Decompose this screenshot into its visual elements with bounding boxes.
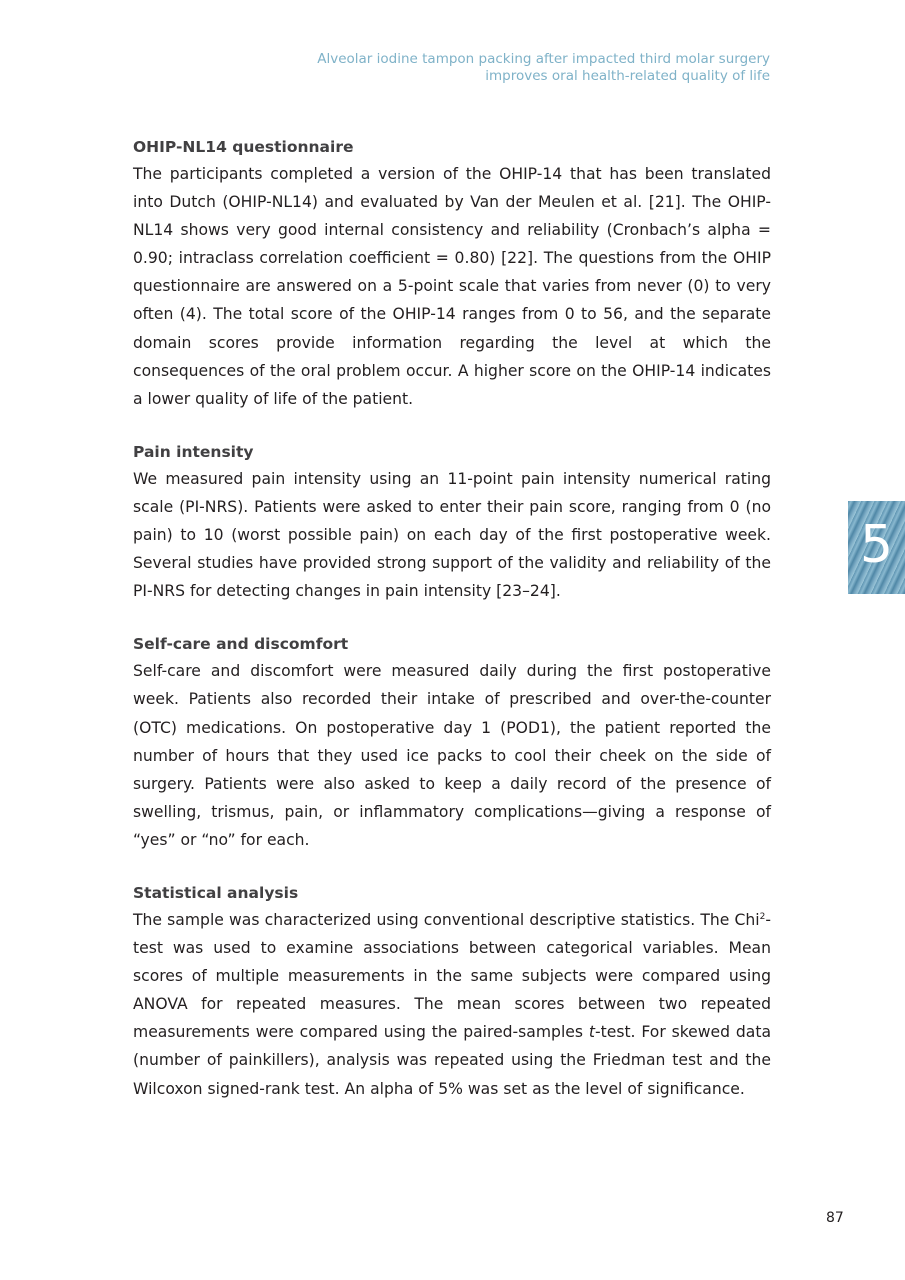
body-text: -test was used to examine associations between categorical variables. Mean scores of multiple measurements in the same subjects were compared using ANOVA for repeated measures. The mean scores between two repeated measurements were compared using the paired-samples xyxy=(133,910,771,1042)
body-text: -test. For skewed data (number of painkillers), analysis was repeated using the Friedman test and the Wilcoxon signed-rank test. An alpha of 5% was set as the level of significance. xyxy=(133,1023,771,1098)
running-header-line-1: Alveolar iodine tampon packing after impacted third molar surgery xyxy=(317,51,770,67)
page-number: 87 xyxy=(826,1210,844,1226)
chapter-tab xyxy=(848,501,905,594)
section-body xyxy=(133,906,771,1103)
section-pain-intensity xyxy=(133,439,771,605)
section-statistical-analysis xyxy=(133,880,771,1103)
section-heading: Self-care and discomfort xyxy=(133,635,349,654)
section-body: The participants completed a version of the OHIP-14 that has been translated into Dutch (OHIP-NL14) and evaluated by Van der Meulen et al. [21]. The OHIP-NL14 shows very good internal consistency and reliability (Cronbach’s alpha = 0.90; intraclass correlation coefficient = 0.80) [22]. The questions from the OHIP questionnaire are answered on a 5-point scale that varies from never (0) to very often (4). The total score of the OHIP-14 ranges from 0 to 56, and the separate domain scores provide information regarding the level at which the consequences of the oral problem occur. A higher score on the OHIP-14 indicates a lower quality of life of the patient. xyxy=(133,165,771,408)
superscript-2: 2 xyxy=(759,911,766,922)
running-header xyxy=(170,51,770,85)
section-heading: Statistical analysis xyxy=(133,883,299,902)
section-heading: Pain intensity xyxy=(133,442,254,461)
running-header-line-2: improves oral health-related quality of life xyxy=(485,68,770,84)
chapter-number: 5 xyxy=(859,515,894,575)
main-content xyxy=(133,134,771,1129)
body-text: The sample was characterized using conventional descriptive statistics. The Chi xyxy=(133,910,760,929)
section-ohip-nl14 xyxy=(133,134,771,413)
section-body: We measured pain intensity using an 11-point pain intensity numerical rating scale (PI-NRS). Patients were asked to enter their pain score, ranging from 0 (no pain) to 10 (worst possible pain) on each day of the first postoperative week. Several studies have provided strong support of the validity and reliability of the PI-NRS for detecting changes in pain intensity [23–24]. xyxy=(133,469,771,601)
italic-t: t xyxy=(588,1023,595,1042)
section-body: Self-care and discomfort were measured daily during the first postoperative week. Patients also recorded their intake of prescribed and over-the-counter (OTC) medications. On postoperative day 1 (POD1), the patient reported the number of hours that they used ice packs to cool their cheek on the side of surgery. Patients were also asked to keep a daily record of the presence of swelling, trismus, pain, or inflammatory complications—giving a response of “yes” or “no” for each. xyxy=(133,662,771,849)
section-heading: OHIP-NL14 questionnaire xyxy=(133,138,354,156)
section-self-care xyxy=(133,631,771,854)
